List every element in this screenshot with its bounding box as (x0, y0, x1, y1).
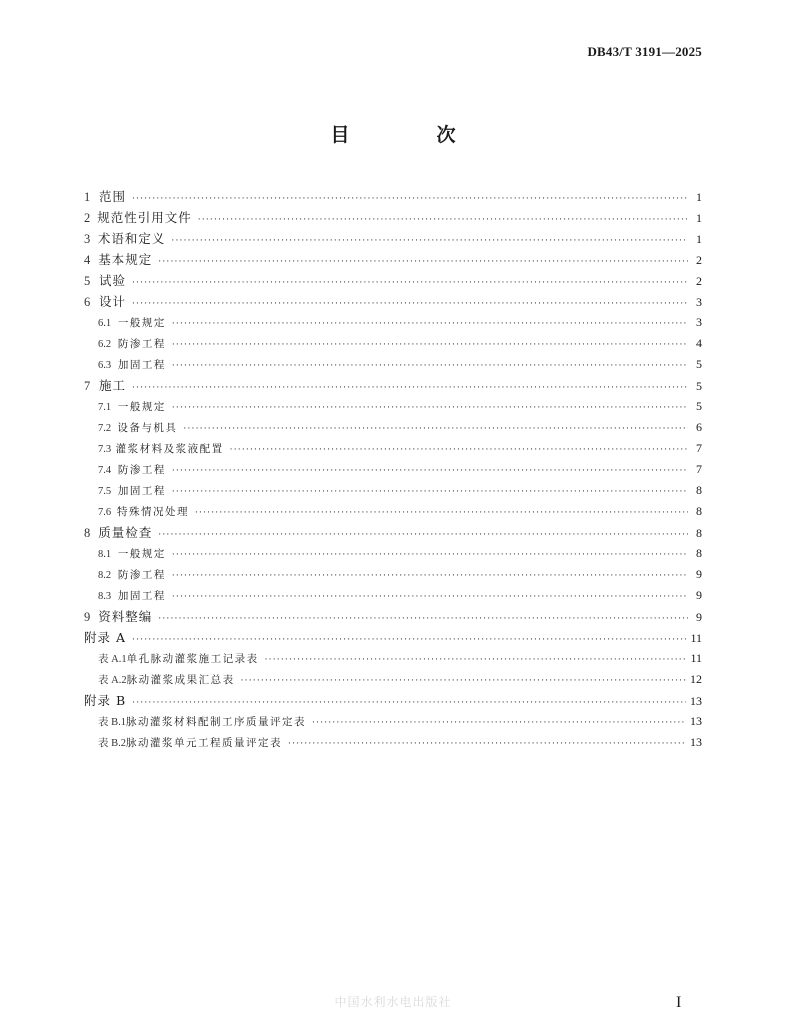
dot-leader (158, 252, 688, 273)
toc-entry-label: 规范性引用文件 (97, 210, 192, 225)
toc-entry[interactable] (84, 312, 702, 333)
toc-entry-label: 特殊情况处理 (116, 506, 189, 518)
toc-entry-page: 13 (690, 735, 702, 749)
toc-entry-number: 表 A.1 (98, 654, 127, 665)
toc-entry[interactable] (84, 543, 702, 564)
toc-entry-page: 7 (696, 462, 702, 476)
toc-entry-number: 表 A.2 (98, 675, 127, 686)
toc-entry-label: 附录 A (84, 630, 127, 645)
toc-entry-page: 8 (696, 526, 702, 540)
toc-entry-page: 9 (696, 567, 702, 581)
toc-entry-label: 基本规定 (98, 252, 153, 267)
toc-entry-page: 1 (696, 232, 702, 246)
publisher-watermark: 中国水利水电出版社 (334, 995, 452, 1009)
toc-entry[interactable] (84, 438, 702, 459)
dot-leader (230, 440, 688, 461)
toc-entry[interactable] (84, 627, 702, 648)
toc-entry-label: 脉动灌浆材料配制工序质量评定表 (126, 716, 307, 728)
toc-entry-page: 3 (696, 295, 702, 309)
dot-leader (172, 398, 688, 419)
toc-entry[interactable] (84, 186, 702, 207)
toc-entry-label: 脉动灌浆单元工程质量评定表 (126, 737, 283, 749)
dot-leader (241, 671, 686, 692)
toc-entry[interactable] (84, 270, 702, 291)
toc-entry-page: 9 (696, 588, 702, 602)
toc-entry-page: 2 (696, 253, 702, 267)
toc-entry-number: 6.2 (98, 339, 112, 350)
toc-entry-label: 加固工程 (117, 590, 166, 602)
toc-entry-number: 4 (84, 253, 91, 267)
toc-entry-label: 防渗工程 (117, 338, 166, 350)
dot-leader (132, 294, 688, 315)
toc-entry-page: 2 (696, 274, 702, 288)
toc-entry-number: 8.1 (98, 549, 112, 560)
toc-entry[interactable] (84, 207, 702, 228)
table-of-contents (84, 186, 702, 753)
toc-entry[interactable] (84, 711, 702, 732)
toc-entry-page: 13 (690, 694, 702, 708)
toc-entry-label: 一般规定 (117, 548, 166, 560)
toc-entry-number: 5 (84, 274, 91, 288)
toc-entry-label: 施工 (98, 378, 126, 393)
toc-entry-number: 6.1 (98, 318, 112, 329)
toc-entry-page: 4 (696, 336, 702, 350)
toc-entry-page: 11 (690, 631, 702, 645)
toc-entry-label: 单孔脉动灌浆施工记录表 (126, 653, 259, 665)
toc-entry-label: 资料整编 (98, 609, 153, 624)
toc-entry-page: 9 (696, 610, 702, 624)
toc-entry-page: 5 (696, 357, 702, 371)
toc-entry[interactable] (84, 459, 702, 480)
toc-entry[interactable] (84, 417, 702, 438)
toc-entry-page: 8 (696, 546, 702, 560)
dot-leader (172, 461, 688, 482)
toc-entry-label: 设计 (98, 294, 126, 309)
toc-entry-page: 7 (696, 441, 702, 455)
toc-entry-number: 7 (84, 379, 91, 393)
toc-entry-number: 9 (84, 610, 91, 624)
toc-entry[interactable] (84, 291, 702, 312)
toc-entry-page: 1 (696, 190, 702, 204)
toc-entry-number: 2 (84, 211, 91, 225)
dot-leader (195, 503, 688, 524)
toc-entry[interactable] (84, 228, 702, 249)
dot-leader (172, 482, 688, 503)
toc-entry[interactable] (84, 501, 702, 522)
toc-entry-label: 试验 (98, 273, 126, 288)
toc-entry-page: 13 (690, 714, 702, 728)
toc-entry[interactable] (84, 249, 702, 270)
toc-entry-label: 加固工程 (117, 485, 166, 497)
toc-entry[interactable] (84, 606, 702, 627)
toc-entry-label: 质量检查 (98, 525, 153, 540)
toc-entry-label: 一般规定 (117, 317, 166, 329)
dot-leader (171, 231, 688, 252)
toc-entry-page: 8 (696, 504, 702, 518)
dot-leader (172, 587, 688, 608)
dot-leader (132, 630, 686, 651)
toc-entry-number: 8 (84, 526, 91, 540)
dot-leader (132, 273, 688, 294)
toc-entry-label: 防渗工程 (117, 464, 166, 476)
dot-leader (172, 566, 688, 587)
dot-leader (172, 356, 688, 377)
toc-entry-page: 6 (696, 420, 702, 434)
toc-entry-label: 附录 B (84, 693, 127, 708)
toc-entry[interactable] (84, 690, 702, 711)
toc-entry-number: 6 (84, 295, 91, 309)
document-code: DB43/T 3191—2025 (587, 44, 702, 59)
dot-leader (172, 545, 688, 566)
page-title: 目 次 (330, 124, 490, 146)
toc-entry-number: 8.2 (98, 570, 112, 581)
toc-entry-number: 7.1 (98, 402, 112, 413)
toc-entry-page: 5 (696, 399, 702, 413)
toc-entry-number: 8.3 (98, 591, 112, 602)
toc-entry-page: 1 (696, 211, 702, 225)
toc-entry-number: 7.3 (98, 444, 112, 455)
toc-entry-label: 脉动灌浆成果汇总表 (126, 674, 235, 686)
toc-entry-label: 设备与机具 (117, 422, 178, 434)
toc-entry-number: 7.2 (98, 423, 112, 434)
toc-entry[interactable] (84, 354, 702, 375)
dot-leader (158, 525, 688, 546)
toc-entry[interactable] (84, 333, 702, 354)
page-number: I (676, 994, 682, 1011)
dot-leader (172, 314, 688, 335)
dot-leader (183, 419, 688, 440)
toc-entry-label: 灌浆材料及浆液配置 (115, 443, 224, 455)
toc-entry-page: 5 (696, 379, 702, 393)
dot-leader (312, 713, 686, 734)
toc-entry[interactable] (84, 585, 702, 606)
dot-leader (172, 335, 688, 356)
toc-entry-page: 12 (690, 672, 702, 686)
toc-entry-number: 7.5 (98, 486, 112, 497)
toc-entry-number: 7.4 (98, 465, 112, 476)
toc-entry[interactable] (84, 375, 702, 396)
toc-entry-number: 6.3 (98, 360, 112, 371)
toc-entry-label: 防渗工程 (117, 569, 166, 581)
toc-entry[interactable] (84, 564, 702, 585)
toc-entry-label: 范围 (98, 189, 126, 204)
dot-leader (158, 609, 688, 630)
dot-leader (265, 650, 687, 671)
toc-entry-number: 7.6 (98, 507, 112, 518)
toc-entry-number: 表 B.2 (98, 738, 127, 749)
toc-entry[interactable] (84, 669, 702, 690)
toc-entry-page: 8 (696, 483, 702, 497)
dot-leader (198, 210, 688, 231)
dot-leader (288, 734, 686, 755)
toc-entry[interactable] (84, 480, 702, 501)
toc-entry[interactable] (84, 648, 702, 669)
dot-leader (132, 378, 688, 399)
toc-entry[interactable] (84, 522, 702, 543)
toc-entry[interactable] (84, 396, 702, 417)
toc-entry[interactable] (84, 732, 702, 753)
dot-leader (132, 189, 688, 210)
dot-leader (132, 693, 686, 714)
toc-entry-label: 一般规定 (117, 401, 166, 413)
toc-entry-number: 1 (84, 190, 91, 204)
toc-entry-label: 加固工程 (117, 359, 166, 371)
toc-entry-page: 3 (696, 315, 702, 329)
toc-entry-label: 术语和定义 (97, 231, 166, 246)
toc-entry-number: 表 B.1 (98, 717, 127, 728)
toc-entry-page: 11 (690, 651, 702, 665)
toc-entry-number: 3 (84, 232, 91, 246)
